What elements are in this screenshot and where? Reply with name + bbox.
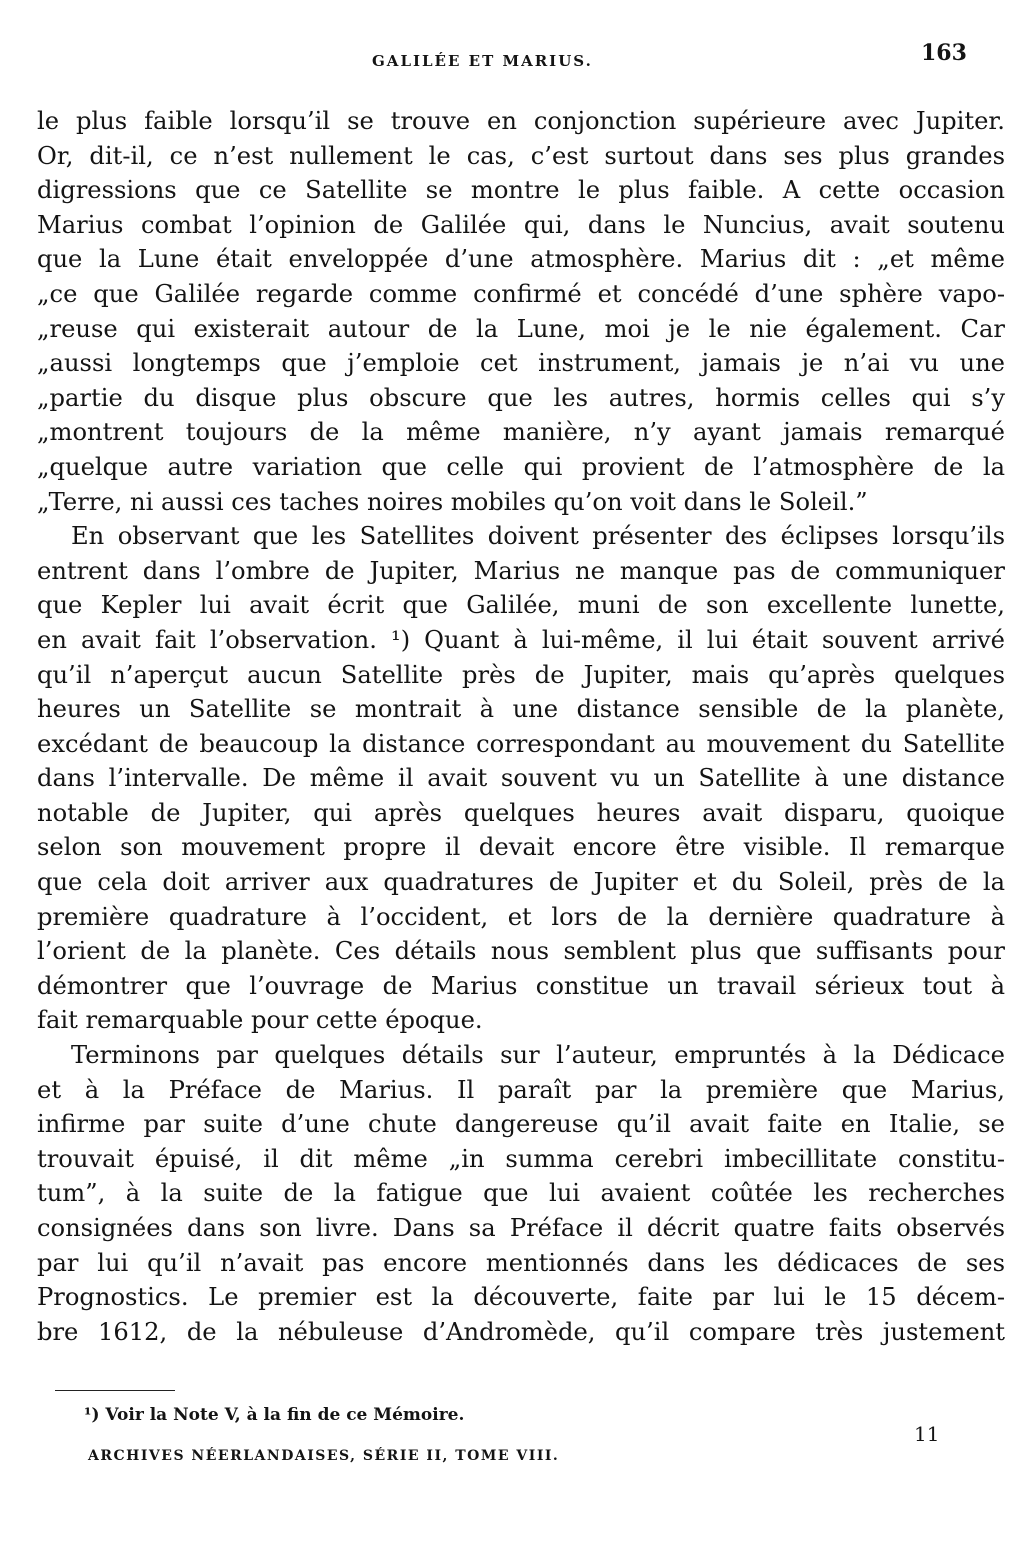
paragraph-start-line: En observant que les Satellites doivent présenter des éclipses lorsqu’ils bbox=[71, 522, 1005, 551]
text-line: „reuse qui existerait autour de la Lune, moi je le nie également. Car bbox=[37, 314, 1005, 343]
page-header bbox=[0, 38, 1030, 78]
text-line: notable de Jupiter, qui après quelques heures avait disparu, quoique bbox=[37, 798, 1005, 827]
text-line: par lui qu’il n’avait pas encore mentionnés dans les dédicaces de ses bbox=[37, 1248, 1005, 1277]
text-line: excédant de beaucoup la distance correspondant au mouvement du Satellite bbox=[37, 729, 1005, 758]
text-line: dans l’intervalle. De même il avait souvent vu un Satellite à une distance bbox=[37, 764, 1005, 793]
sheet-number: 11 bbox=[914, 1422, 940, 1446]
text-line: „aussi longtemps que j’emploie cet instrument, jamais je n’ai vu une bbox=[37, 349, 1005, 378]
running-title: GALILÉE ET MARIUS. bbox=[372, 52, 593, 70]
text-line: et à la Préface de Marius. Il paraît par la première que Marius, bbox=[37, 1075, 1005, 1104]
text-line: „partie du disque plus obscure que les autres, hormis celles qui s’y bbox=[37, 383, 1005, 412]
text-line: en avait fait l’observation. ¹) Quant à lui-même, il lui était souvent arrivé bbox=[37, 625, 1005, 654]
text-line: „montrent toujours de la même manière, n’y ayant jamais remarqué bbox=[37, 418, 1005, 447]
text-line: digressions que ce Satellite se montre le plus faible. A cette occasion bbox=[37, 176, 1005, 205]
text-line: première quadrature à l’occident, et lors de la dernière quadrature à bbox=[37, 902, 1005, 931]
text-line: „Terre, ni aussi ces taches noires mobiles qu’on voit dans le Soleil.” bbox=[37, 487, 868, 516]
text-line: Prognostics. Le premier est la découverte, faite par lui le 15 décem- bbox=[37, 1283, 1005, 1312]
text-line: infirme par suite d’une chute dangereuse qu’il avait faite en Italie, se bbox=[37, 1110, 1005, 1139]
text-line: Marius combat l’opinion de Galilée qui, dans le Nuncius, avait soutenu bbox=[37, 210, 1005, 239]
text-line: heures un Satellite se montrait à une distance sensible de la planète, bbox=[37, 695, 1005, 724]
body-text bbox=[37, 104, 1005, 1349]
text-line: selon son mouvement propre il devait encore être visible. Il remarque bbox=[37, 833, 1005, 862]
text-line: bre 1612, de la nébuleuse d’Andromède, qu’il compare très justement bbox=[37, 1317, 1005, 1346]
text-line: Or, dit-il, ce n’est nullement le cas, c’est surtout dans ses plus grandes bbox=[37, 141, 1005, 170]
text-line: que Kepler lui avait écrit que Galilée, muni de son excellente lunette, bbox=[37, 591, 1005, 620]
text-line: „ce que Galilée regarde comme confirmé et concédé d’une sphère vapo- bbox=[37, 279, 1005, 308]
text-line: l’orient de la planète. Ces détails nous semblent plus que suffisants pour bbox=[37, 937, 1005, 966]
text-line: que cela doit arriver aux quadratures de Jupiter et du Soleil, près de la bbox=[37, 868, 1005, 897]
text-line: tum”, à la suite de la fatigue que lui avaient coûtée les recherches bbox=[37, 1179, 1005, 1208]
text-line: fait remarquable pour cette époque. bbox=[37, 1006, 483, 1035]
text-line: consignées dans son livre. Dans sa Préface il décrit quatre faits observés bbox=[37, 1214, 1005, 1242]
text-line: qu’il n’aperçut aucun Satellite près de Jupiter, mais qu’après quelques bbox=[37, 660, 1005, 689]
footnote: ¹) Voir la Note V, à la fin de ce Mémoire. bbox=[84, 1405, 465, 1425]
paragraph-start-line: Terminons par quelques détails sur l’auteur, empruntés à la Dédicace bbox=[71, 1041, 1005, 1070]
text-line: que la Lune était enveloppée d’une atmosphère. Marius dit : „et même bbox=[37, 245, 1005, 274]
journal-signature: ARCHIVES NÉERLANDAISES, SÉRIE II, TOME VIII. bbox=[88, 1448, 560, 1464]
footnote-divider bbox=[55, 1390, 175, 1391]
text-line: trouvait épuisé, il dit même „in summa cerebri imbecillitate constitu- bbox=[37, 1144, 1005, 1173]
text-line: entrent dans l’ombre de Jupiter, Marius ne manque pas de communiquer bbox=[37, 556, 1005, 585]
text-line: le plus faible lorsqu’il se trouve en conjonction supérieure avec Jupiter. bbox=[37, 107, 1005, 135]
page-number: 163 bbox=[921, 40, 967, 66]
text-line: „quelque autre variation que celle qui provient de l’atmosphère de la bbox=[37, 452, 1005, 481]
text-line: démontrer que l’ouvrage de Marius constitue un travail sérieux tout à bbox=[37, 971, 1005, 1000]
